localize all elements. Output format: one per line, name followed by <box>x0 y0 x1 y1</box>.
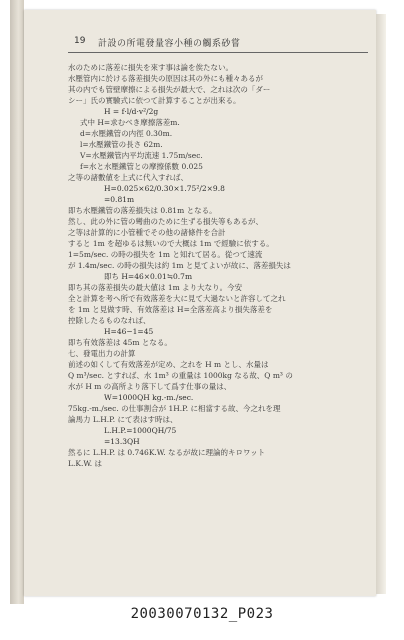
text-line: 水が H m の高所より落下して爲す仕事の量は、 <box>68 382 232 391</box>
text-line: H=0.025×62/0.30×1.75²/2×9.8 <box>104 184 225 193</box>
text-line: 之等の諸數値を上式に代入すれば、 <box>68 173 188 182</box>
photo-label: 20030070132_P023 <box>130 606 274 622</box>
text-line: l=水壓鐵管の長さ 62m. <box>80 140 163 149</box>
page-number: 19 <box>74 36 86 46</box>
text-line: W=1000QH kg.-m./sec. <box>104 393 194 402</box>
text-line: Q m³/sec. とすれば、水 1m³ の重量は 1000kg なる故、Q m³ の <box>68 371 293 380</box>
page-edge <box>376 14 386 594</box>
text-line: L.K.W. は <box>68 459 103 468</box>
text-line: H = f·l/d·v²/2g <box>104 107 159 116</box>
text-line: H=46−1=45 <box>104 327 154 336</box>
text-line: 1=5m/sec. の時の損失を 1m と知れて居る。從つて速流 <box>68 250 263 259</box>
text-line: を 1m と見做す時、有效落差は H=全落差高より損失落差を <box>68 305 273 314</box>
page-header <box>24 36 376 50</box>
book-page <box>24 10 376 596</box>
text-line: 然るに L.H.P. は 0.746K.W. なるが故に理論的キロワット <box>68 448 266 457</box>
text-line: 即ち其の落差損失の最大値は 1m より大なり。今安 <box>68 283 243 292</box>
text-line: d=水壓鐵管の内徑 0.30m. <box>80 129 173 138</box>
text-line: 七、發電出力の計算 <box>68 349 136 358</box>
header-rule <box>68 52 368 53</box>
text-line: =13.3QH <box>104 437 140 446</box>
text-line: すると 1m を超ゆるは無いので大概は 1m で經驗に依する。 <box>68 239 274 248</box>
book-spine <box>10 0 24 604</box>
text-line: 即ち有效落差は 45m となる。 <box>68 338 172 347</box>
text-line: =0.81m <box>104 195 135 204</box>
text-line: V=水壓鐵管内平均流速 1.75m/sec. <box>80 151 203 160</box>
text-line: が 1.4m/sec. の時の損失は約 1m と見てよいが故に、落差損失は <box>68 261 291 270</box>
text-line: シー」氏の實驗式に依つて計算することが出來る。 <box>68 96 241 105</box>
text-line: 即ち水壓鐵管の落差損失は 0.81m となる。 <box>68 206 217 215</box>
text-line: 全と計算を考へ所で有效落差を大に見て大過ないと許容して之れ <box>68 294 286 303</box>
text-line: 控除したるものなれば、 <box>68 316 151 325</box>
text-line: 論馬力 L.H.P. にて表はす時は、 <box>68 415 178 424</box>
text-line: 其の内でも管壁摩擦による損失が最大で、之れは次の「ダー <box>68 85 271 94</box>
text-line: f=水と水壓鐵管との摩擦係數 0.025 <box>80 162 203 171</box>
text-line: 前述の如くして有效落差が定め、之れを H m とし、水量は <box>68 360 269 369</box>
running-title: 計設の所電發量容小種の觸系砂嘗 <box>98 39 241 49</box>
text-line: L.H.P.=1000QH/75 <box>104 426 177 435</box>
text-line: 75kg.-m./sec. の仕事割合が 1H.P. に相當する故、今之れを理 <box>68 404 281 413</box>
text-line: 之等は計算的に小管種でその他の諸條件を合計 <box>68 228 226 237</box>
body-text <box>68 62 368 582</box>
text-line: 水のために落差に損失を來す事は論を俟たない。 <box>68 63 233 72</box>
text-line: 式中 H=求むべき摩擦落差m. <box>80 118 180 127</box>
text-line: 然し、此の外に管の彎曲のために生ずる損失等もあるが、 <box>68 217 263 226</box>
text-line: 水壓管内に於ける落差損失の原因は其の外にも種々あるが <box>68 74 263 83</box>
text-line: 即ち H=46×0.01≒0.7m <box>104 272 193 281</box>
